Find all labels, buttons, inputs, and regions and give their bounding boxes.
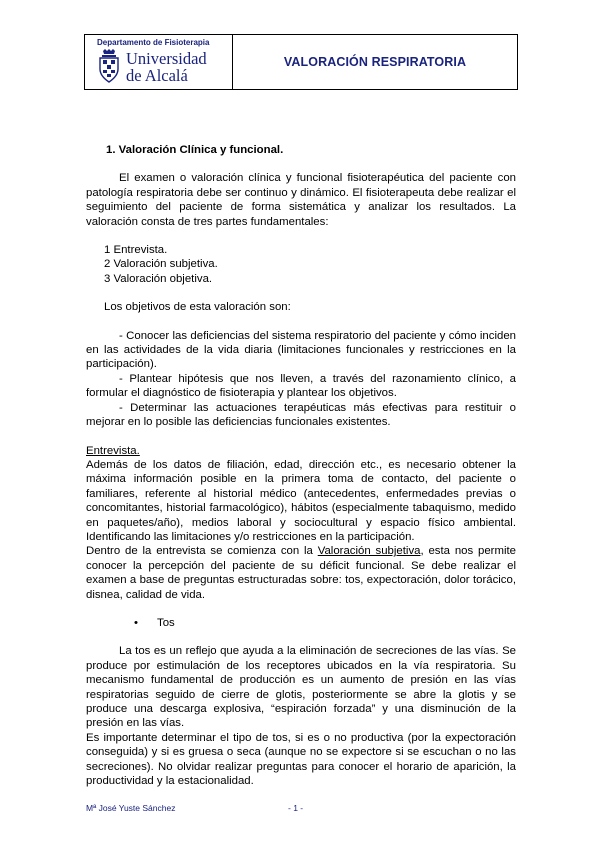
interview-text-end: , esta nos permite conocer la percepción del paciente de su déficit funcional. Se debe realizar el examen a base de preguntas estructuradas sobre: tos, expectoración, dolor torácico, disnea, calidad de vida. xyxy=(86,545,516,601)
page-header xyxy=(84,34,518,90)
university-name-line2: de Alcalá xyxy=(126,66,188,85)
objective-item: - Conocer las deficiencias del sistema respiratorio del paciente y cómo inciden en las actividades de la vida diaria (limitaciones funcionales y restricciones en la participación). xyxy=(86,329,516,371)
header-title-cell xyxy=(233,35,517,89)
university-crest-icon xyxy=(97,49,121,85)
bullet-item-tos xyxy=(134,616,516,630)
university-name-line1: Universidad xyxy=(126,49,207,68)
page-number: - 1 - xyxy=(288,803,304,813)
bullet-label: Tos xyxy=(157,616,175,629)
list-item: 3 Valoración objetiva. xyxy=(104,272,213,285)
section-heading: 1. Valoración Clínica y funcional. xyxy=(106,144,284,156)
header-logo-cell xyxy=(85,35,233,89)
objective-item: - Determinar las actuaciones terapéuticas más efectivas para restituir o mejorar en lo posible las deficiencias funcionales existentes. xyxy=(86,401,516,429)
interview-text-start: Dentro de la entrevista se comienza con la xyxy=(86,545,318,558)
document-title: VALORACIÓN RESPIRATORIA xyxy=(283,55,467,69)
tos-type-paragraph: Es importante determinar el tipo de tos, si es o no productiva (por la expectoración conseguida) y si es gruesa o seca (aunque no se expectore si se escuchan o no las secreciones). No olvidar realizar preguntas para conocer el horario de aparición, la productividad y la estacionalidad. xyxy=(86,731,516,788)
university-wordmark xyxy=(126,50,207,84)
intro-paragraph: El examen o valoración clínica y funcional fisioterapéutica del paciente con patología respiratoria debe ser continuo y dinámico. El fisioterapeuta debe realizar el seguimiento del paciente de forma sistemática y analizar los resultados. La valoración consta de tres partes fundamentales: xyxy=(86,172,516,228)
list-item: 2 Valoración subjetiva. xyxy=(104,258,218,271)
objectives-intro: Los objetivos de esta valoración son: xyxy=(104,301,291,314)
tos-paragraph: La tos es un reflejo que ayuda a la eliminación de secreciones de las vías. Se produce por estimulación de los receptores ubicados en la vía respiratoria. Su mecanismo fundamental de producción es un aumento de presión en las vías respiratorias seguido de cierre de glotis, posteriormente se abre la glotis y se produce una descarga explosiva, “espiración forzada” y una disminución de la presión en las vías. xyxy=(86,645,516,730)
bullet-icon: • xyxy=(134,616,138,629)
interview-paragraph: Además de los datos de filiación, edad, dirección etc., es necesario obtener la máxima información posible en la primera toma de contacto, del paciente o familiares, referente al historial médico (antecedentes, enfermedades previas o concomitantes, historial farmacológico), hábitos (especialmente tabaquismo, medido en paquetes/año), medios laboral y sociocultural y espacio físico ambiental. Identificando las limitaciones y/o restricciones en la participación. xyxy=(86,458,516,543)
document-body xyxy=(86,143,516,788)
university-logo xyxy=(97,49,207,85)
interview-subjective-paragraph xyxy=(86,544,516,602)
interview-heading: Entrevista. xyxy=(86,444,140,457)
objective-item: - Plantear hipótesis que nos lleven, a través del razonamiento clínico, a formular el diagnóstico de fisioterapia y plantear los objetivos. xyxy=(86,372,516,400)
department-name: Departamento de Fisioterapia xyxy=(97,38,210,47)
subjective-assessment-term: Valoración subjetiva xyxy=(317,545,421,558)
list-item: 1 Entrevista. xyxy=(104,244,168,257)
footer-author: Mª José Yuste Sánchez xyxy=(86,803,176,813)
